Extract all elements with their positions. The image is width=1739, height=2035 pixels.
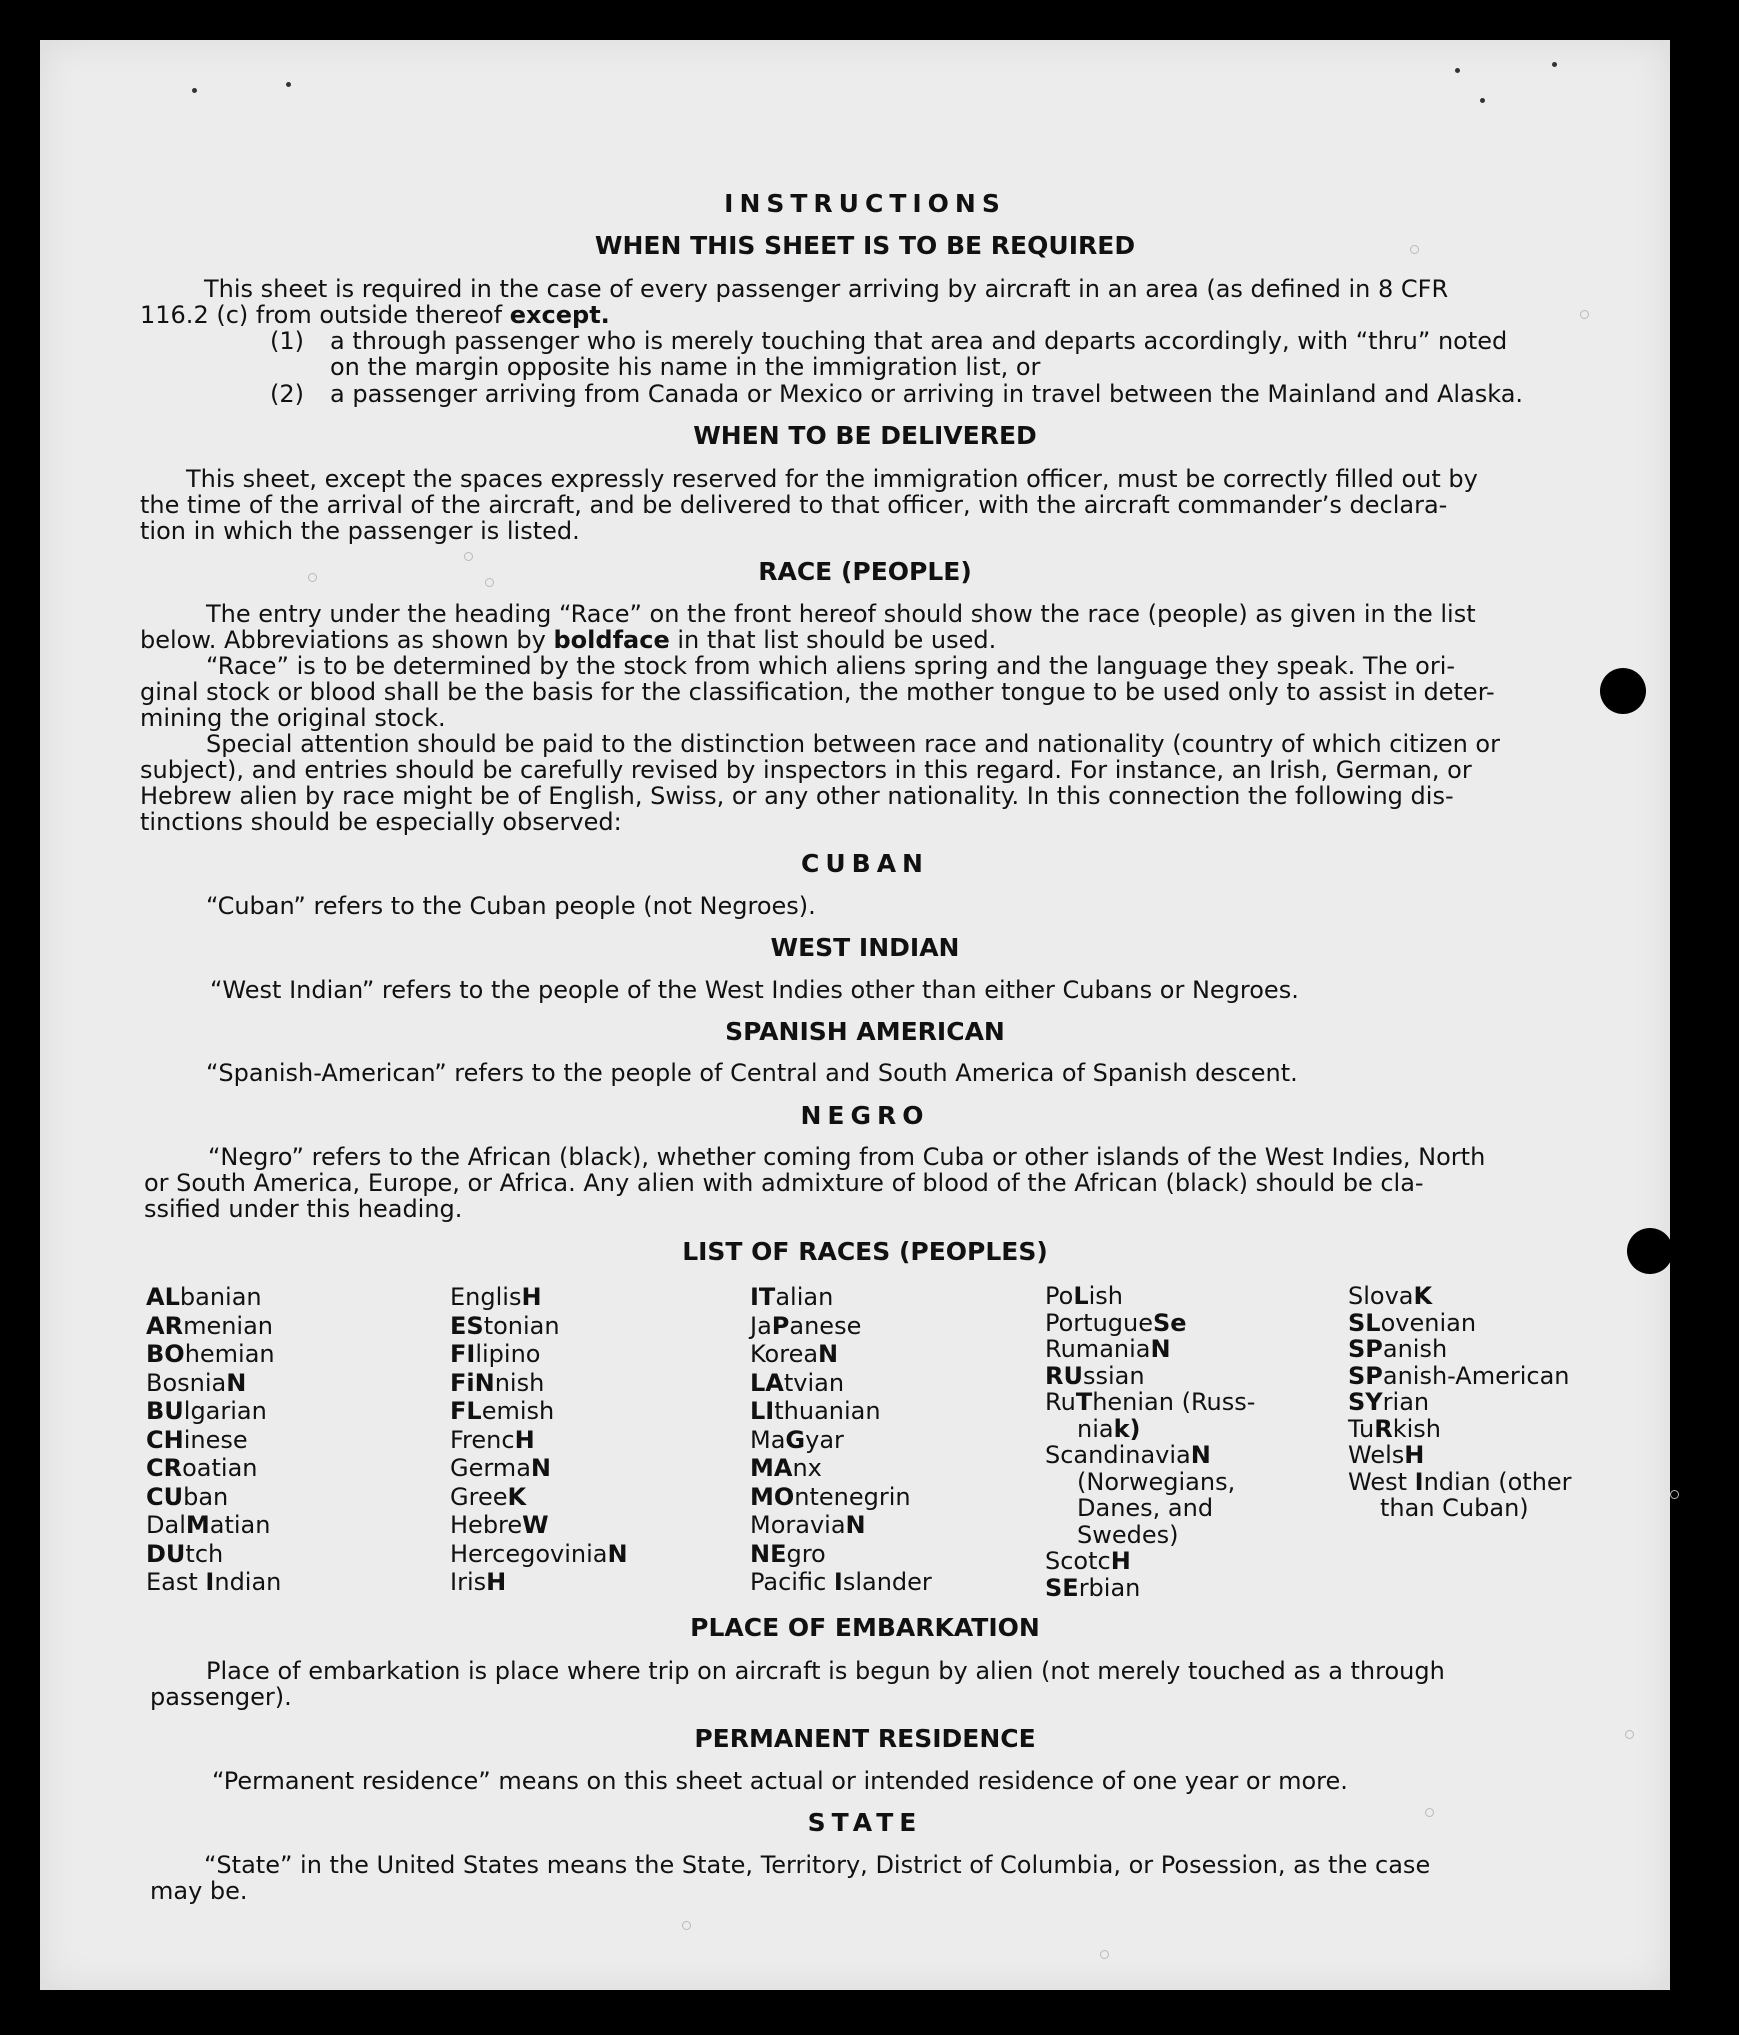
cuban-heading: CUBAN	[801, 849, 929, 878]
intro-line-2: 116.2 (c) from outside thereof except.	[140, 301, 610, 329]
scan-speck	[464, 552, 473, 561]
race-entry: PortugueSe	[1045, 1308, 1187, 1337]
race-entry: BosniaN	[146, 1368, 247, 1397]
race-entry: than Cuban)	[1380, 1494, 1529, 1522]
scan-speck	[1455, 68, 1460, 73]
item-2-number: (2)	[270, 380, 304, 408]
embarkation-text: Place of embarkation is place where trip on aircraft is begun by alien (not merely touched as a through passenger).	[150, 1657, 1445, 1711]
race-entry: DUtch	[146, 1539, 224, 1568]
race-entry: ARmenian	[146, 1311, 274, 1340]
race-entry: East Indian	[146, 1568, 282, 1596]
race-entry: West Indian (other	[1348, 1467, 1572, 1496]
race-entry: BUlgarian	[146, 1397, 267, 1425]
race-entry: ITalian	[750, 1283, 834, 1311]
race-entry: SErbian	[1045, 1573, 1141, 1602]
race-entry: ALbanian	[146, 1283, 262, 1311]
scan-speck	[1580, 310, 1589, 319]
intro-line-1: This sheet is required in the case of every passenger arriving by aircraft in an area (as defined in 8 CFR	[204, 275, 1449, 303]
west-indian-heading: WEST INDIAN	[770, 933, 960, 962]
cuban-text: “Cuban” refers to the Cuban people (not Negroes).	[206, 892, 816, 920]
race-entry: FIlipino	[450, 1340, 541, 1368]
race-entry: RuThenian (Russ-	[1045, 1388, 1256, 1416]
except-word: except.	[509, 301, 610, 329]
race-entry: RUssian	[1045, 1361, 1145, 1390]
race-entry: IrisH	[450, 1568, 507, 1596]
race-entry: MoraviaN	[750, 1511, 866, 1539]
race-entry: EStonian	[450, 1311, 560, 1340]
race-entry: SPanish	[1348, 1335, 1448, 1363]
races-column-4	[1045, 1283, 1255, 1601]
race-entry: SYrian	[1348, 1388, 1430, 1416]
race-entry: EnglisH	[450, 1283, 542, 1311]
scan-speck	[1670, 1490, 1679, 1499]
scan-speck	[1425, 1808, 1434, 1817]
race-entry: WelsH	[1348, 1441, 1425, 1469]
instructions-title: INSTRUCTIONS	[724, 189, 1006, 218]
race-entry: SLovenian	[1348, 1308, 1477, 1337]
race-entry: HercegoviniaN	[450, 1539, 628, 1568]
when-required-heading: WHEN THIS SHEET IS TO BE REQUIRED	[594, 231, 1136, 260]
races-column-5	[1348, 1283, 1572, 1522]
race-entry: MOntenegrin	[750, 1482, 911, 1511]
race-entry: PoLish	[1045, 1282, 1123, 1310]
west-indian-text: “West Indian” refers to the people of the West Indies other than either Cubans or Negroes.	[210, 976, 1299, 1004]
scan-speck	[1625, 1730, 1634, 1739]
scan-speck	[192, 88, 197, 93]
race-entry: LAtvian	[750, 1368, 845, 1397]
scan-speck	[1552, 62, 1557, 67]
race-entry: SPanish-American	[1348, 1361, 1570, 1390]
scan-speck	[1100, 1950, 1109, 1959]
scan-speck	[286, 82, 291, 87]
race-entry: CUban	[146, 1482, 229, 1511]
state-heading: STATE	[807, 1808, 923, 1837]
race-entry: BOhemian	[146, 1340, 275, 1368]
permanent-residence-heading: PERMANENT RESIDENCE	[694, 1724, 1036, 1753]
races-column-3	[750, 1283, 932, 1597]
negro-heading: NEGRO	[800, 1101, 930, 1130]
scan-speck	[1410, 245, 1419, 254]
list-of-races-heading: LIST OF RACES (PEOPLES)	[682, 1237, 1048, 1266]
spanish-american-text: “Spanish-American” refers to the people of Central and South America of Spanish descent.	[206, 1059, 1298, 1087]
race-paragraph-1: The entry under the heading “Race” on the front hereof should show the race (people) as given in the list below. Abbreviations as shown by boldface in that list should be used.	[140, 600, 1476, 654]
race-entry: RumaniaN	[1045, 1335, 1171, 1363]
race-entry: ScotcH	[1045, 1547, 1131, 1575]
race-entry: GreeK	[450, 1482, 527, 1511]
item-1-number: (1)	[270, 327, 304, 355]
race-paragraph-2: “Race” is to be determined by the stock from which aliens spring and the language they speak. The ori- ginal stock or blood shall be the basis for the classification, the mother tongue to be used only to assist in deter- mining the original stock.	[140, 652, 1495, 732]
when-required-intro	[140, 276, 1585, 328]
race-entry: MAnx	[750, 1454, 822, 1482]
race-entry: GermaN	[450, 1454, 551, 1482]
when-delivered-heading: WHEN TO BE DELIVERED	[693, 421, 1037, 450]
race-entry: FLemish	[450, 1397, 555, 1425]
race-entry: ScandinaviaN	[1045, 1441, 1211, 1469]
race-paragraph-3: Special attention should be paid to the distinction between race and nationality (country of which citizen or subject), and entries should be carefully revised by inspectors in this regard. For instance, an Irish, German, or Hebrew alien by race might be of English, Swiss, or any other nationality. In this connection the following dis- tinctions should be especially observed:	[140, 730, 1500, 836]
scan-speck	[308, 573, 317, 582]
negro-text: “Negro” refers to the African (black), whether coming from Cuba or other islands of the West Indies, North or South America, Europe, or Africa. Any alien with admixture of blood of the African (black) should be cla- ssified under this heading.	[144, 1143, 1486, 1223]
permanent-residence-text: “Permanent residence” means on this sheet actual or intended residence of one year or more.	[212, 1767, 1348, 1795]
race-entry: KoreaN	[750, 1340, 839, 1368]
when-delivered-text: This sheet, except the spaces expressly reserved for the immigration officer, must be correctly filled out by the time of the arrival of the aircraft, and be delivered to that officer, with the aircraft commander’s declara- tion in which the passenger is listed.	[140, 465, 1478, 545]
scan-speck	[485, 578, 494, 587]
races-column-1	[146, 1283, 281, 1597]
races-column-2	[450, 1283, 628, 1597]
boldface-word: boldface	[553, 626, 670, 654]
race-entry: SlovaK	[1348, 1282, 1433, 1310]
race-entry: DalMatian	[146, 1511, 271, 1539]
scan-speck	[682, 1921, 691, 1930]
item-2-text: a passenger arriving from Canada or Mexico or arriving in travel between the Mainland and Alaska.	[330, 380, 1524, 408]
race-entry: HebreW	[450, 1511, 549, 1539]
race-entry: LIthuanian	[750, 1397, 881, 1425]
race-entry: (Norwegians,	[1077, 1467, 1236, 1496]
race-entry: NEgro	[750, 1539, 826, 1568]
punch-hole-upper	[1600, 668, 1646, 714]
race-entry: CHinese	[146, 1425, 248, 1454]
race-entry: Pacific Islander	[750, 1568, 932, 1596]
race-entry: FrencH	[450, 1425, 535, 1454]
race-entry: Danes, and	[1077, 1494, 1214, 1522]
embarkation-heading: PLACE OF EMBARKATION	[690, 1613, 1040, 1642]
race-entry: Swedes)	[1077, 1520, 1179, 1549]
race-entry: niak)	[1077, 1414, 1141, 1443]
scan-speck	[1480, 98, 1485, 103]
race-entry: TuRkish	[1348, 1414, 1441, 1443]
item-1-text: a through passenger who is merely touching that area and departs accordingly, with “thru” noted on the margin opposite his name in the immigration list, or	[330, 327, 1508, 381]
spanish-american-heading: SPANISH AMERICAN	[725, 1017, 1005, 1046]
race-entry: JaPanese	[750, 1311, 862, 1340]
state-text: “State” in the United States means the State, Territory, District of Columbia, or Posession, as the case may be.	[150, 1851, 1431, 1905]
race-heading: RACE (PEOPLE)	[758, 557, 972, 586]
race-entry: FiNnish	[450, 1368, 545, 1397]
race-entry: CRoatian	[146, 1454, 258, 1482]
race-entry: MaGyar	[750, 1425, 844, 1454]
